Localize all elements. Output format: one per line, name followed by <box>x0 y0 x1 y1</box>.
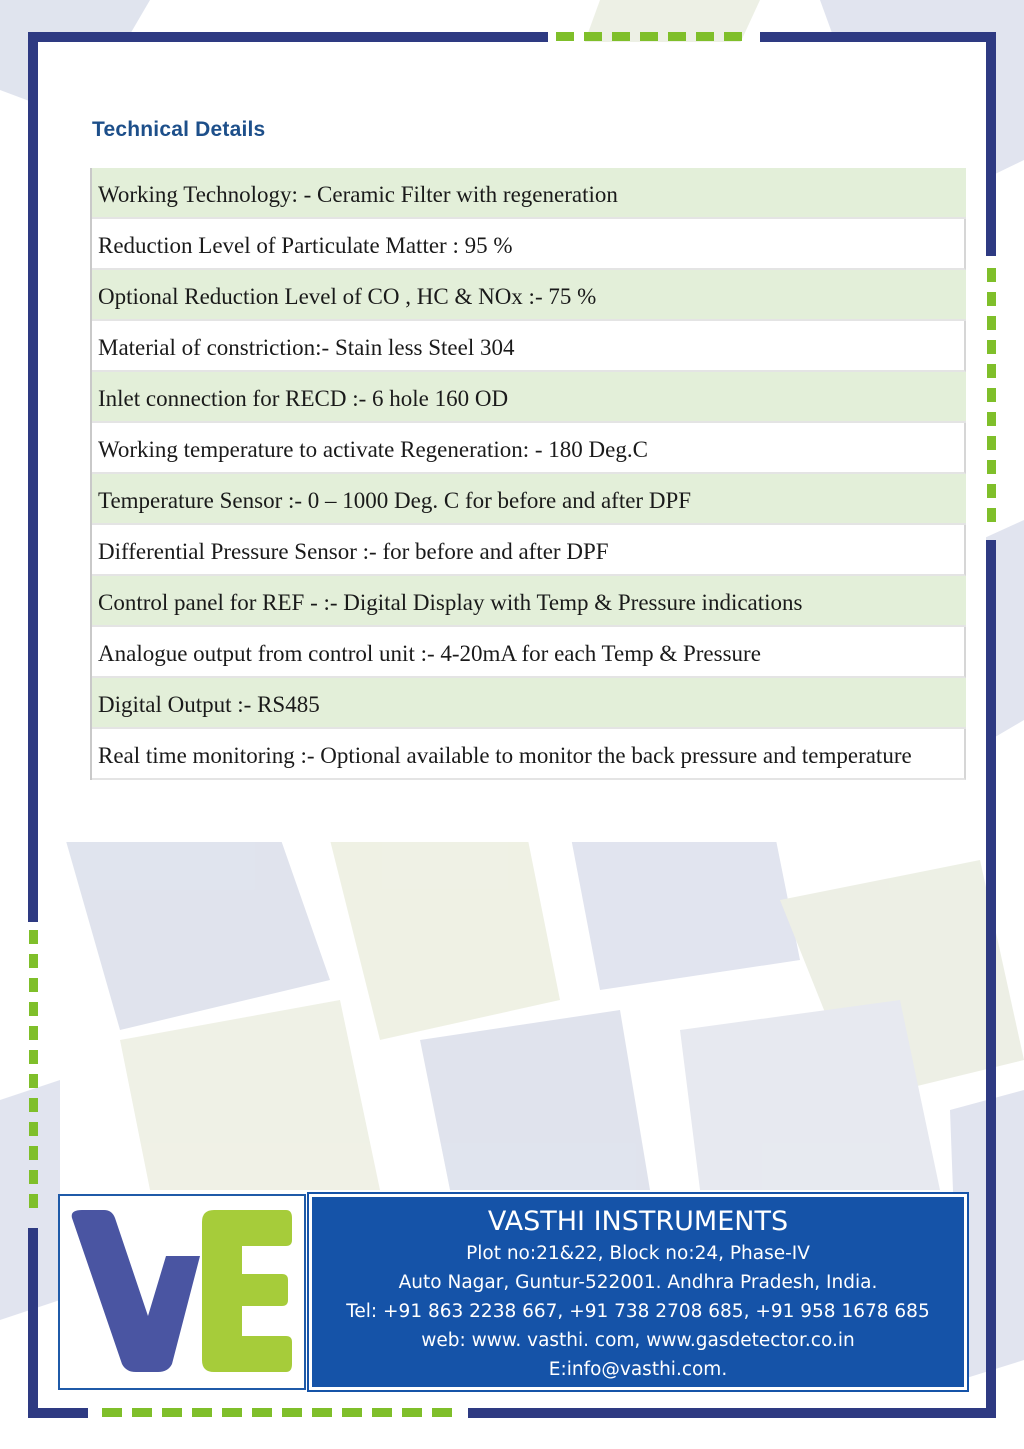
spec-row: Working temperature to activate Regeneration: - 180 Deg.C <box>92 423 966 474</box>
frame-left-upper <box>28 32 38 922</box>
ve-logo-icon <box>60 1196 304 1388</box>
frame-left-lower <box>28 1228 38 1418</box>
spec-row: Temperature Sensor :- 0 – 1000 Deg. C for before and after DPF <box>92 474 966 525</box>
phone-numbers: Tel: +91 863 2238 667, +91 738 2708 685, +91 958 1678 685 <box>346 1301 930 1322</box>
website-links[interactable]: web: www. vasthi. com, www.gasdetector.co.in <box>421 1330 855 1351</box>
company-name: VASTHI INSTRUMENTS <box>487 1206 789 1237</box>
frame-right-lower <box>986 540 996 1418</box>
spec-row: Real time monitoring :- Optional available to monitor the back pressure and temperature <box>92 729 966 780</box>
spec-row: Working Technology: - Ceramic Filter with regeneration <box>92 168 966 219</box>
company-logo <box>58 1194 306 1390</box>
frame-bottom-right <box>468 1408 996 1418</box>
address-line-1: Plot no:21&22, Block no:24, Phase-IV <box>466 1243 810 1264</box>
email-link[interactable]: E:info@vasthi.com. <box>548 1359 728 1380</box>
spec-row: Material of constriction:- Stain less Steel 304 <box>92 321 966 372</box>
frame-right-upper <box>986 32 996 256</box>
spec-row: Reduction Level of Particulate Matter : 95 % <box>92 219 966 270</box>
spec-row: Inlet connection for RECD :- 6 hole 160 OD <box>92 372 966 423</box>
company-info-box <box>309 1194 967 1390</box>
spec-row: Control panel for REF - :- Digital Display with Temp & Pressure indications <box>92 576 966 627</box>
spec-table <box>90 168 966 780</box>
section-heading: Technical Details <box>92 118 266 141</box>
frame-top-right <box>760 32 996 42</box>
spec-row: Analogue output from control unit :- 4-20mA for each Temp & Pressure <box>92 627 966 678</box>
address-line-2: Auto Nagar, Guntur-522001. Andhra Pradesh, India. <box>398 1272 878 1293</box>
spec-row: Optional Reduction Level of CO , HC & NOx :- 75 % <box>92 270 966 321</box>
spec-row: Differential Pressure Sensor :- for before and after DPF <box>92 525 966 576</box>
frame-top-left <box>30 32 548 42</box>
frame-bottom-left <box>28 1408 88 1418</box>
spec-row: Digital Output :- RS485 <box>92 678 966 729</box>
